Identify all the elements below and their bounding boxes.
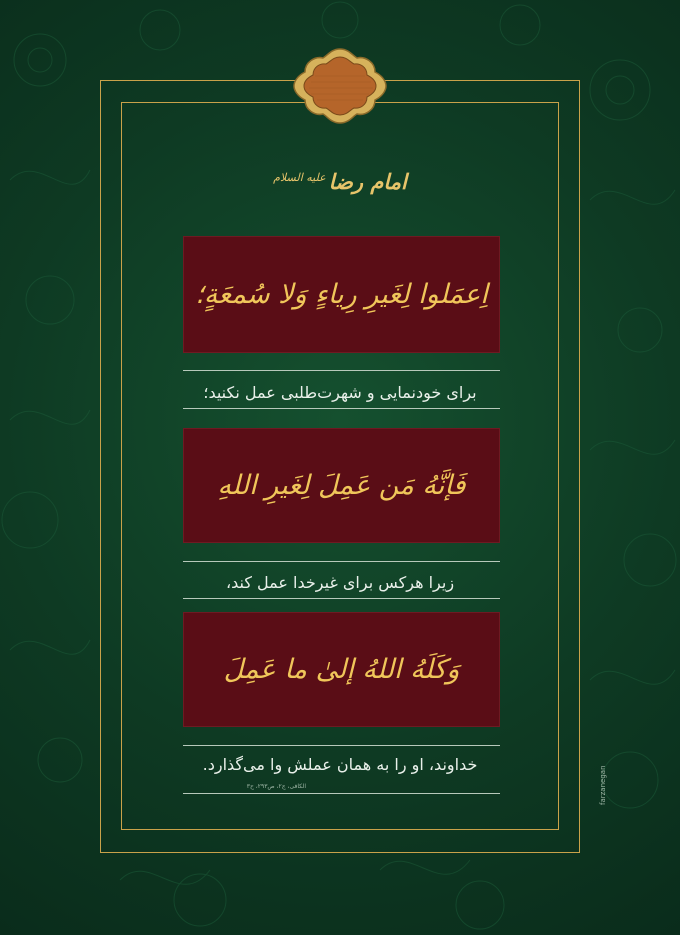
divider-line	[183, 370, 500, 371]
title-name: امام رضا	[328, 169, 407, 194]
persian-translation-2: زیرا هر‌کس برای غیر‌خدا عمل کند،	[225, 573, 455, 592]
hadith-source: الکافی، ج۲، ص۲۹۳، ح۳	[246, 783, 306, 790]
designer-credit: farzanegan	[599, 765, 607, 805]
arabic-verse-box-3	[183, 612, 500, 727]
arabic-verse-box-1	[183, 236, 500, 353]
title-imam-reza	[240, 160, 440, 196]
arabic-verse-box-2	[183, 428, 500, 543]
divider-line	[183, 745, 500, 746]
persian-translation-3: خداوند، او را به همان عملش وا می‌گذارد.	[202, 755, 478, 774]
arabic-verse-2: فَإنَّهُ مَن عَمِلَ لِغَیرِ اللهِ	[217, 470, 466, 501]
divider-line	[183, 793, 500, 794]
title-honorific: علیه السلام	[273, 171, 326, 184]
divider-line	[183, 598, 500, 599]
ornament-medallion	[291, 46, 389, 126]
divider-line	[183, 408, 500, 409]
divider-line	[183, 561, 500, 562]
arabic-verse-3: وَکَلَهُ اللهُ إلیٰ ما عَمِلَ	[223, 654, 460, 685]
persian-translation-1: برای خودنمایی و شهرت‌طلبی عمل نکنید؛	[203, 383, 477, 402]
arabic-verse-1: اِعمَلوا لِغَیرِ رِیاءٍ وَلا سُمعَةٍ؛	[195, 279, 488, 310]
